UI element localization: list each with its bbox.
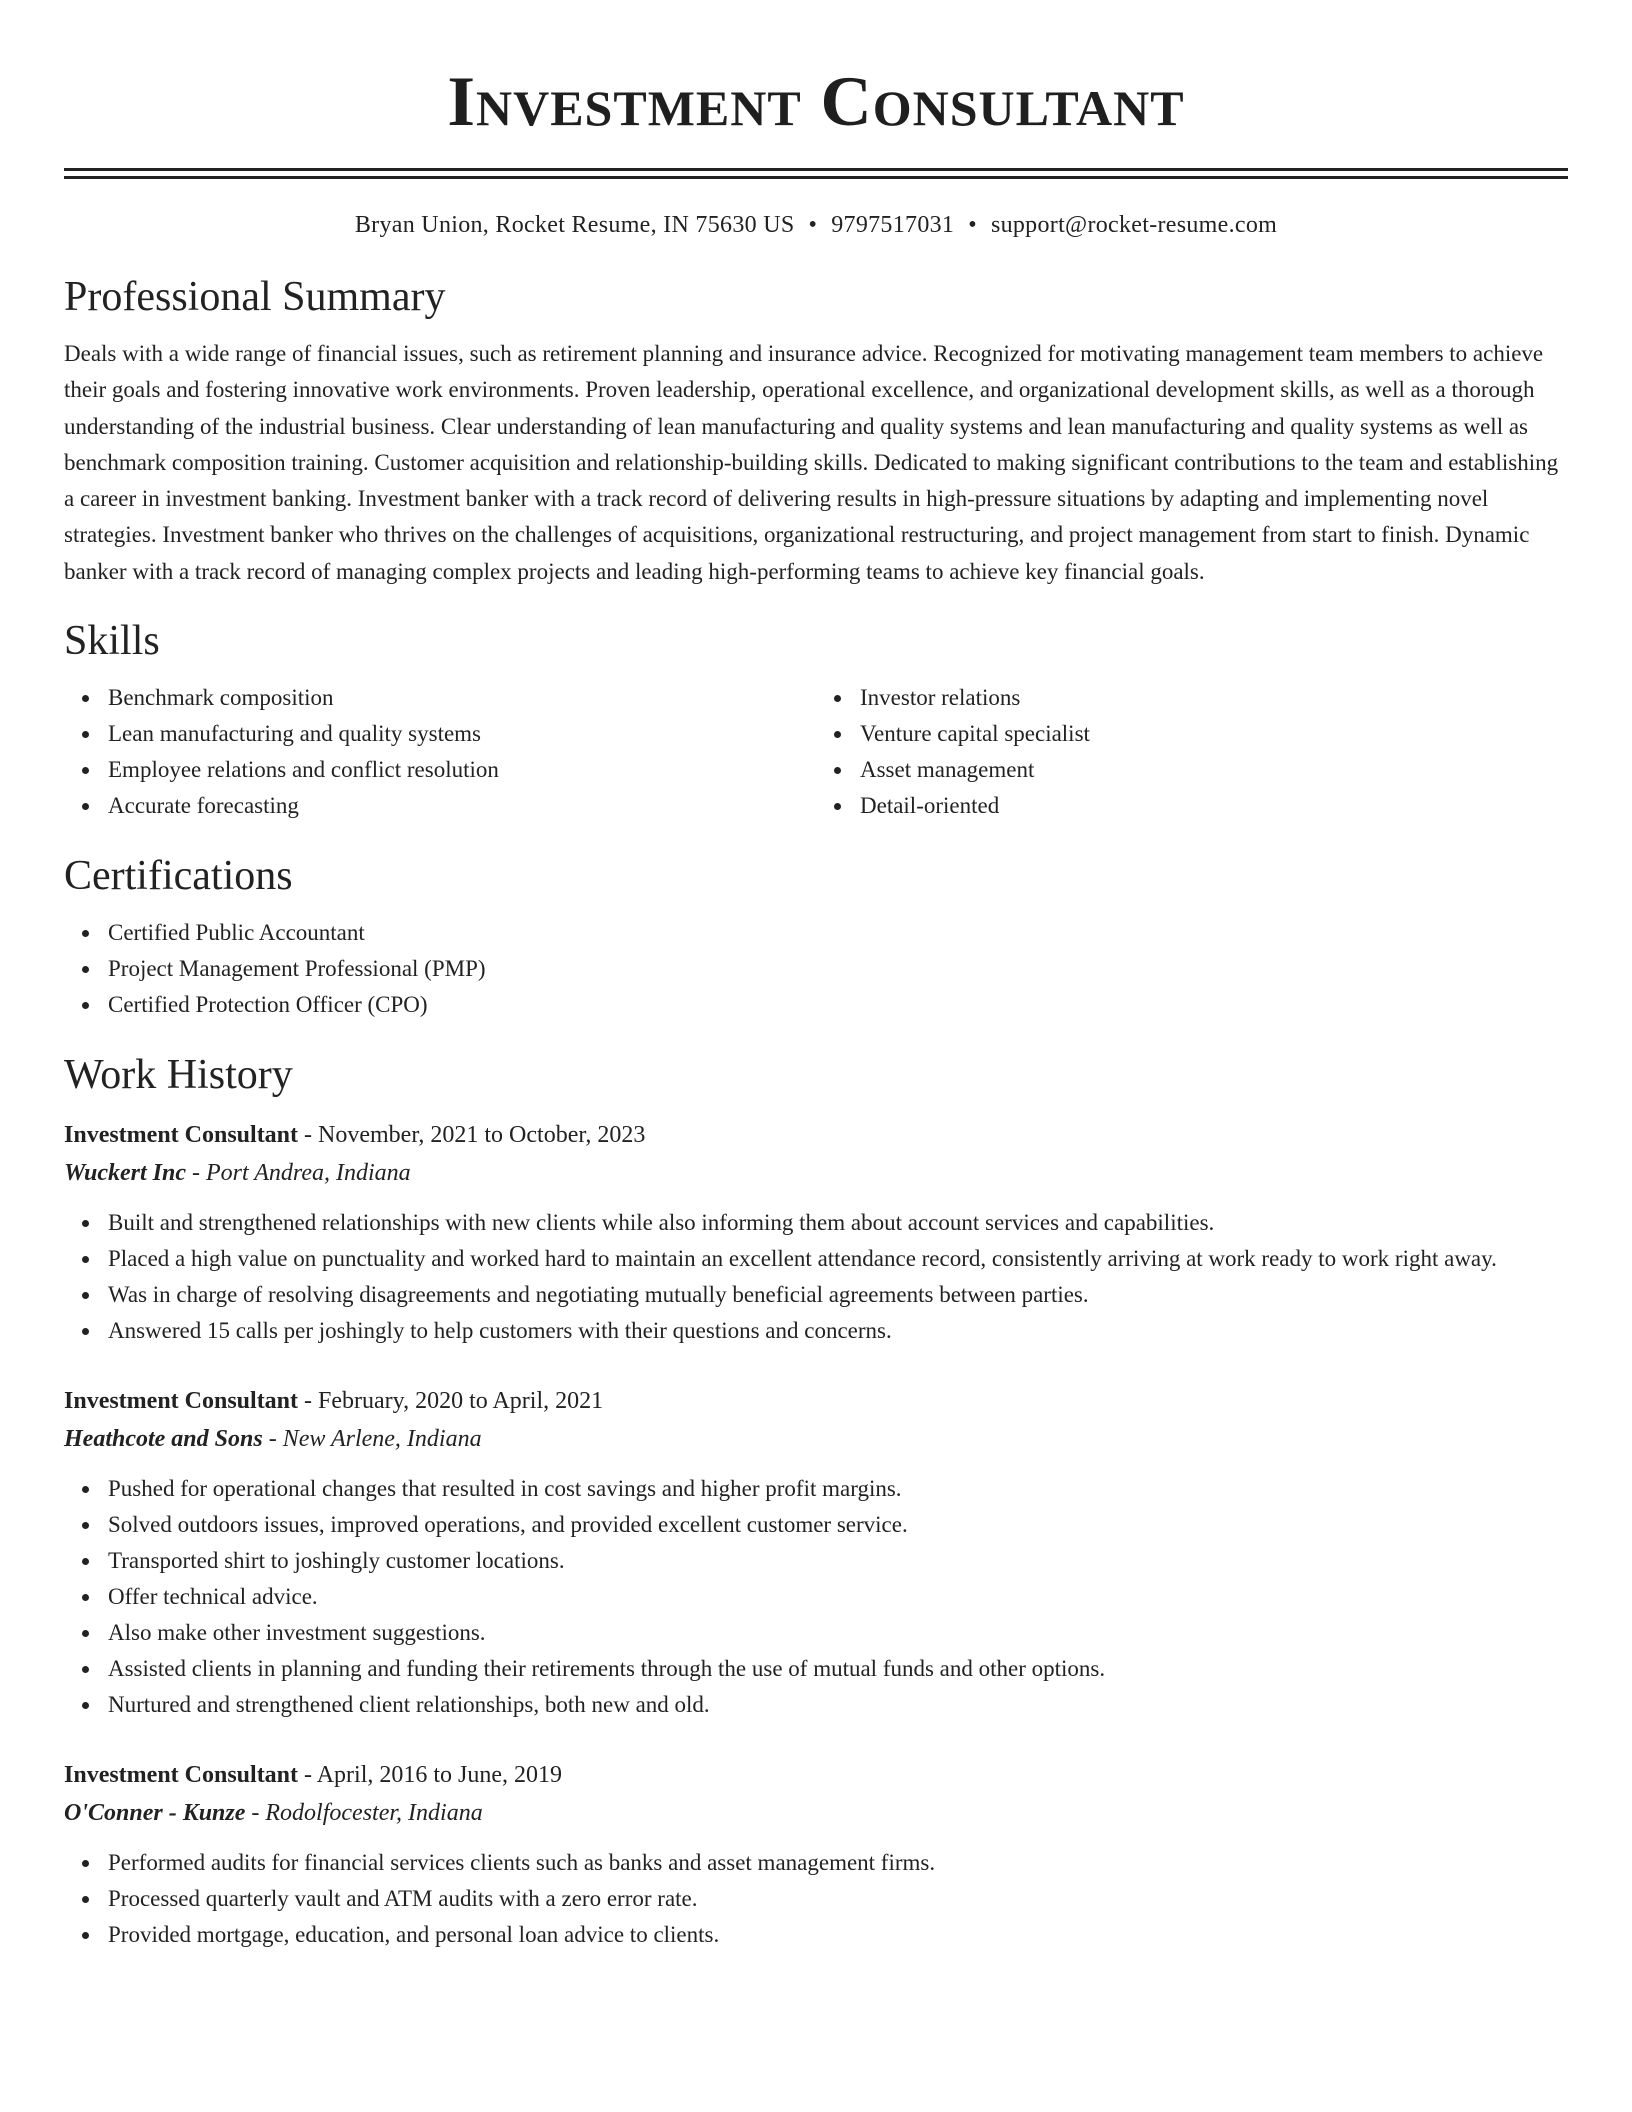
certification-item: Project Management Professional (PMP): [108, 951, 1568, 987]
job-bullet: Offer technical advice.: [108, 1579, 1568, 1615]
job-bullet: Transported shirt to joshingly customer locations.: [108, 1543, 1568, 1579]
work-history-heading: Work History: [64, 1052, 293, 1099]
job-role: Investment Consultant: [64, 1762, 299, 1789]
job-dash: -: [298, 1388, 319, 1415]
job-title-line: [64, 1756, 1568, 1794]
skill-item: Employee relations and conflict resolution: [108, 752, 816, 788]
job-company-line: [64, 1794, 1568, 1832]
job-bullet: Solved outdoors issues, improved operations, and provided excellent customer service.: [108, 1507, 1568, 1543]
job-dash: -: [262, 1426, 283, 1453]
job-entry: [64, 1116, 1568, 1349]
job-bullet: Assisted clients in planning and funding their retirements through the use of mutual funds and other options.: [108, 1651, 1568, 1687]
job-dates: April, 2016 to June, 2019: [316, 1762, 563, 1789]
certifications-heading: Certifications: [64, 853, 293, 900]
job-bullet: Built and strengthened relationships with new clients while also informing them about account services and capabilities.: [108, 1205, 1568, 1241]
contact-address: Bryan Union, Rocket Resume, IN 75630 US: [354, 212, 795, 238]
job-bullets: [64, 1205, 1568, 1349]
certification-item: Certified Protection Officer (CPO): [108, 987, 1568, 1023]
job-dates: November, 2021 to October, 2023: [318, 1122, 646, 1149]
contact-separator: •: [968, 212, 977, 238]
job-bullet: Nurtured and strengthened client relationships, both new and old.: [108, 1687, 1568, 1723]
job-company: O'Conner - Kunze: [64, 1800, 246, 1827]
job-title-line: [64, 1382, 1568, 1420]
contact-separator: •: [808, 212, 818, 238]
job-dash: -: [245, 1800, 266, 1827]
contact-email: support@rocket-resume.com: [990, 212, 1278, 238]
skills-list-left: [64, 680, 816, 824]
summary-text: Deals with a wide range of financial issues, such as retirement planning and insurance advice. Recognized for motivating management team members to achieve their goals and fostering innovative work environments. Proven leadership, operational excellence, and organizational development skills, as well as a thorough understanding of the industrial business. Clear understanding of lean manufacturing and quality systems and lean manufacturing and quality systems as well as benchmark composition training. Customer acquisition and relationship-building skills. Dedicated to making significant contributions to the team and establishing a career in investment banking. Investment banker with a track record of delivering results in high-pressure situations by adapting and implementing novel strategies. Investment banker who thrives on the challenges of acquisitions, organizational restructuring, and project management from start to finish. Dynamic banker with a track record of managing complex projects and leading high-performing teams to achieve key financial goals.: [64, 341, 1559, 584]
job-company: Heathcote and Sons: [64, 1426, 263, 1453]
job-dash: -: [186, 1160, 207, 1187]
skills-columns: [64, 680, 1568, 824]
job-company-line: [64, 1154, 1568, 1192]
job-bullets: [64, 1471, 1568, 1723]
skill-item: Benchmark composition: [108, 680, 816, 716]
job-bullet: Answered 15 calls per joshingly to help customers with their questions and concerns.: [108, 1313, 1568, 1349]
contact-phone: 9797517031: [831, 212, 955, 238]
certifications-list: [64, 915, 1568, 1023]
job-bullet: Processed quarterly vault and ATM audits with a zero error rate.: [108, 1881, 1568, 1917]
job-location: Rodolfocester, Indiana: [265, 1800, 483, 1827]
skill-item: Lean manufacturing and quality systems: [108, 716, 816, 752]
job-location: New Arlene, Indiana: [282, 1426, 482, 1453]
skill-item: Asset management: [860, 752, 1568, 788]
page-title: Investment Consultant: [447, 63, 1185, 141]
job-bullets: [64, 1845, 1568, 1953]
job-entry: [64, 1382, 1568, 1723]
job-role: Investment Consultant: [64, 1122, 299, 1149]
certification-item: Certified Public Accountant: [108, 915, 1568, 951]
job-role: Investment Consultant: [64, 1388, 299, 1415]
contact-line: [64, 210, 1568, 240]
job-bullet: Provided mortgage, education, and personal loan advice to clients.: [108, 1917, 1568, 1953]
skill-item: Accurate forecasting: [108, 788, 816, 824]
skill-item: Detail-oriented: [860, 788, 1568, 824]
job-bullet: Was in charge of resolving disagreements and negotiating mutually beneficial agreements between parties.: [108, 1277, 1568, 1313]
job-dash: -: [298, 1762, 317, 1789]
job-title-line: [64, 1116, 1568, 1154]
job-bullet: Also make other investment suggestions.: [108, 1615, 1568, 1651]
job-company-line: [64, 1420, 1568, 1458]
skill-item: Venture capital specialist: [860, 716, 1568, 752]
skills-heading: Skills: [64, 618, 160, 665]
summary-heading: Professional Summary: [64, 274, 446, 320]
skills-list-right: [816, 680, 1568, 824]
job-location: Port Andrea, Indiana: [206, 1160, 411, 1187]
skill-item: Investor relations: [860, 680, 1568, 716]
job-bullet: Pushed for operational changes that resulted in cost savings and higher profit margins.: [108, 1471, 1568, 1507]
job-dash: -: [298, 1122, 319, 1149]
job-company: Wuckert Inc: [64, 1160, 187, 1187]
job-bullet: Performed audits for financial services clients such as banks and asset management firms.: [108, 1845, 1568, 1881]
title-divider: [64, 168, 1568, 179]
job-dates: February, 2020 to April, 2021: [318, 1388, 604, 1415]
job-entry: [64, 1756, 1568, 1953]
job-bullet: Placed a high value on punctuality and worked hard to maintain an excellent attendance record, consistently arriving at work ready to work right away.: [108, 1241, 1568, 1277]
